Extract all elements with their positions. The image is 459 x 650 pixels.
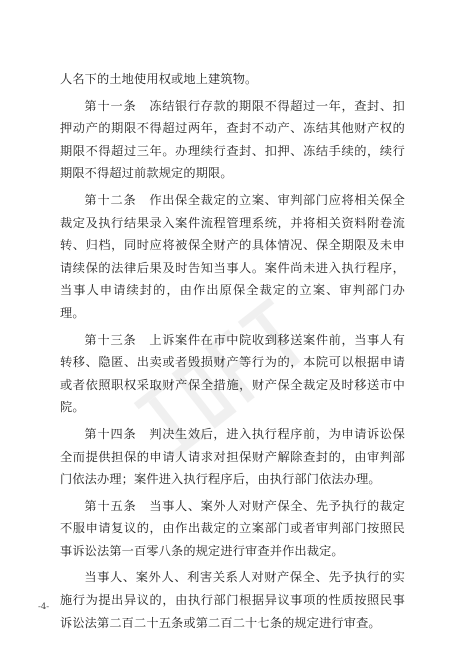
paragraph-text: 当事人、案外人、利害关系人对财产保全、先予执行的实施行为提出异议的，由执行部门根据异议事项的性质按照民事诉讼法第二百二十五条或第二百二十七条的规定进行审查。 <box>60 570 405 630</box>
article-text: 冻结银行存款的期限不得超过一年，查封、扣押动产的期限不得超过两年，查封不动产、冻结其他财产权的期限不得超过三年。办理续行查封、扣押、冻结手续的，续行期限不得超过前款规定的期限。 <box>60 98 406 181</box>
article-14 <box>60 423 405 491</box>
article-heading: 第十五条 <box>84 498 137 513</box>
paragraph-continuation <box>60 68 405 91</box>
page-number: -4- <box>38 602 50 612</box>
article-13 <box>60 329 405 419</box>
article-heading: 第十一条 <box>84 98 137 113</box>
article-12 <box>60 189 405 325</box>
article-heading: 第十三条 <box>84 332 137 347</box>
document-body <box>60 68 405 634</box>
article-text: 判决生效后，进入执行程序前，为申请诉讼保全而提供担保的申请人请求对担保财产解除查封的，由审判部门依法办理；案件进入执行程序后，由执行部门依法办理。 <box>60 426 406 487</box>
article-15 <box>60 495 405 563</box>
article-15-paragraph-2 <box>60 566 405 634</box>
article-text: 作出保全裁定的立案、审判部门应将相关保全裁定及执行结果录入案件流程管理系统，并将相关资料附卷流转、归档，同时应将被保全财产的具体情况、保全期限及未申请续保的法律后果及时告知当事人。案件尚未进入执行程序，当事人申请续封的，由作出原保全裁定的立案、审判部门办理。 <box>60 192 406 320</box>
article-heading: 第十二条 <box>84 192 137 207</box>
paragraph-text: 人名下的土地使用权或地上建筑物。 <box>60 72 258 86</box>
article-text: 当事人、案外人对财产保全、先予执行的裁定不服申请复议的，由作出裁定的立案部门或者审判部门按照民事诉讼法第一百零八条的规定进行审查并作出裁定。 <box>60 498 406 558</box>
article-11 <box>60 95 405 185</box>
article-heading: 第十四条 <box>84 426 137 441</box>
article-text: 上诉案件在市中院收到移送案件前，当事人有转移、隐匿、出卖或者毁损财产等行为的，本院可以根据申请或者依照职权采取财产保全措施，财产保全裁定及时移送市中院。 <box>60 332 406 415</box>
